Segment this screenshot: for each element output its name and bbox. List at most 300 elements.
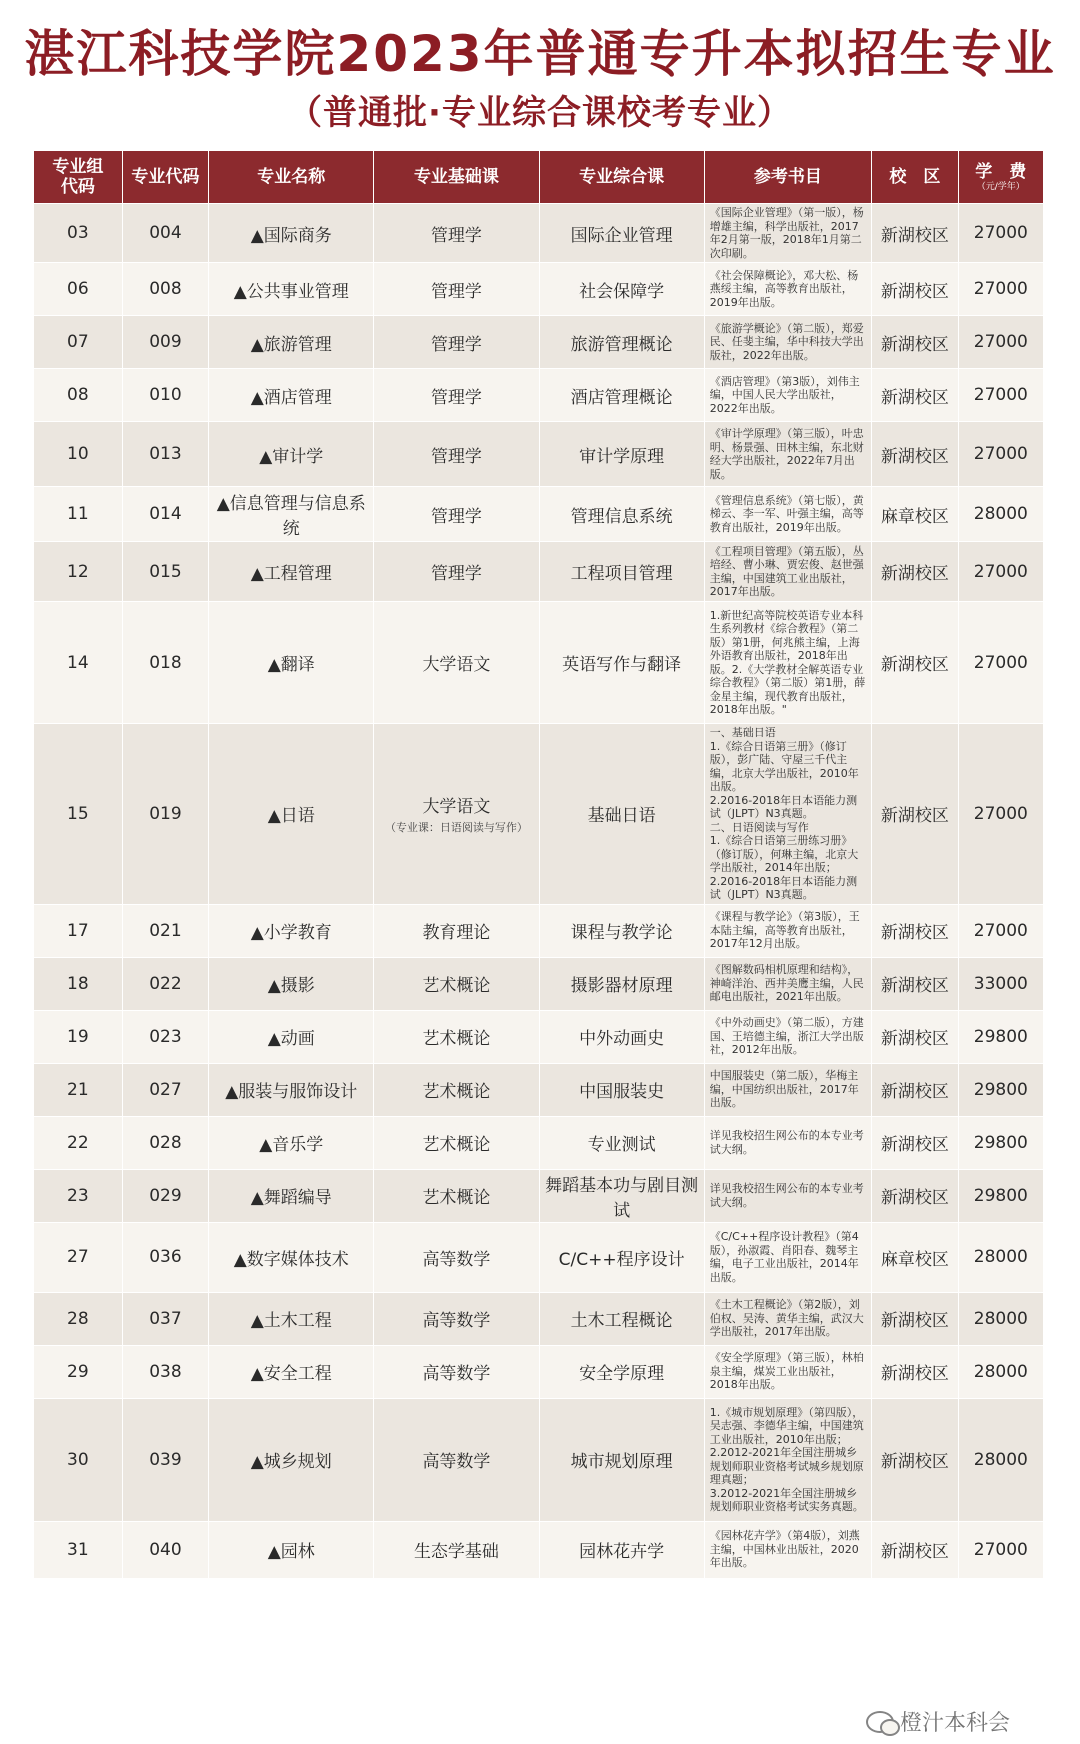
table-row: [34, 316, 1044, 369]
cell-ref-books-text: 一、基础日语 1.《综合日语第三册》（修订版），彭广陆、守屋三千代主编，北京大学出版社，2010年出版。 2.2016-2018年日本语能力测试（JLPT）N3真题。 二、日语阅读与写作 1.《综合日语第三册练习册》（修订版），何琳主编，北京大学出版社，2014年出版； 2.2016-2018年日本语能力测试（JLPT）N3真题。: [709, 726, 859, 901]
cell-basic-course-text: 艺术概论: [422, 1188, 491, 1208]
cell-group-code: [34, 1222, 123, 1292]
cell-comp-course: [539, 542, 704, 602]
cell-basic-course: [374, 369, 539, 422]
cell-major-code: [122, 1521, 208, 1578]
col-header-comp-course: 专业综合课: [539, 151, 704, 204]
cell-basic-course: [374, 542, 539, 602]
cell-basic-course-text: 高等数学: [422, 1364, 491, 1384]
cell-major-name: [209, 1116, 374, 1169]
cell-ref-books-text: 《社会保障概论》，邓大松、杨燕绥主编，高等教育出版社，2019年出版。: [709, 268, 859, 309]
cell-major-name-text: ▲园林: [267, 1542, 315, 1562]
cell-group-code-text: 03: [67, 223, 89, 243]
cell-major-name: [209, 369, 374, 422]
cell-major-code-text: 029: [149, 1185, 182, 1206]
cell-basic-course: [374, 204, 539, 263]
cell-campus-text: 新湖校区: [880, 225, 949, 246]
cell-ref-books-text: 《园林花卉学》（第4版），刘燕主编，中国林业出版社，2020年出版。: [709, 1529, 860, 1570]
cell-group-code: [34, 1010, 123, 1063]
cell-fee: [958, 487, 1043, 542]
cell-campus: [872, 1292, 958, 1345]
table-row: [34, 1169, 1044, 1222]
cell-fee: [958, 263, 1043, 316]
cell-major-code: [122, 487, 208, 542]
cell-ref-books-text: 《C/C++程序设计教程》（第4版），孙淑霞、肖阳春、魏琴主编，电子工业出版社，2014年出版。: [709, 1230, 859, 1284]
cell-campus-text: 新湖校区: [880, 923, 949, 943]
cell-campus-text: 新湖校区: [880, 1135, 949, 1155]
cell-comp-course: [539, 1292, 704, 1345]
cell-comp-course-text: 舞蹈基本功与剧目测试: [545, 1175, 699, 1221]
cell-ref-books: [704, 487, 871, 542]
col-header-fee: [958, 151, 1043, 204]
cell-major-name: [209, 1398, 374, 1521]
cell-basic-course: [374, 602, 539, 724]
cell-fee: [958, 422, 1043, 487]
cell-major-code-text: 010: [149, 385, 182, 405]
cell-group-code-text: 15: [67, 803, 89, 824]
cell-ref-books: [704, 724, 871, 905]
cell-major-name-text: ▲土木工程: [250, 1311, 332, 1331]
cell-basic-course-text: 管理学: [430, 225, 482, 246]
cell-basic-course: [374, 487, 539, 542]
cell-major-name-text: ▲小学教育: [250, 923, 332, 943]
cell-basic-course-text: 管理学: [430, 506, 482, 527]
cell-major-code-text: 015: [149, 561, 182, 582]
cell-comp-course: [539, 204, 704, 263]
cell-major-name-text: ▲酒店管理: [250, 387, 332, 408]
cell-major-code-text: 014: [149, 504, 182, 524]
cell-campus: [872, 724, 958, 905]
cell-campus-text: 新湖校区: [880, 976, 949, 996]
cell-comp-course: [539, 1521, 704, 1578]
cell-fee-text: 28000: [973, 1361, 1028, 1382]
cell-basic-course-text: 大学语文: [422, 655, 491, 675]
cell-major-name-text: ▲服装与服饰设计: [225, 1082, 358, 1102]
cell-basic-course: [374, 1222, 539, 1292]
cell-ref-books-text: 详见我校招生网公布的本专业考试大纲。: [709, 1182, 864, 1209]
cell-group-code: [34, 263, 123, 316]
cell-major-name: [209, 204, 374, 263]
cell-ref-books: [704, 1222, 871, 1292]
cell-group-code-text: 07: [67, 332, 89, 352]
cell-major-name: [209, 1345, 374, 1398]
cell-major-code: [122, 542, 208, 602]
cell-campus-text: 新湖校区: [880, 281, 949, 302]
cell-ref-books: [704, 422, 871, 487]
cell-campus: [872, 1521, 958, 1578]
cell-major-code-text: 040: [149, 1539, 182, 1560]
cell-group-code-text: 06: [67, 279, 89, 299]
cell-campus: [872, 957, 958, 1010]
cell-comp-course-text: 管理信息系统: [570, 506, 673, 527]
cell-comp-course-text: 课程与教学论: [570, 923, 673, 943]
cell-comp-course: [539, 1345, 704, 1398]
cell-comp-course: [539, 1398, 704, 1521]
cell-major-code-text: 037: [149, 1308, 182, 1329]
cell-major-code-text: 004: [149, 223, 182, 243]
cell-fee: [958, 1398, 1043, 1521]
cell-basic-course-text: 大学语文: [422, 797, 491, 818]
cell-basic-course-text: 艺术概论: [422, 976, 491, 996]
cell-major-code: [122, 263, 208, 316]
cell-campus: [872, 602, 958, 724]
cell-major-name-text: ▲城乡规划: [250, 1452, 332, 1472]
col-header-group-code: 专业组代码: [34, 151, 123, 204]
cell-comp-course: [539, 422, 704, 487]
cell-ref-books: [704, 1116, 871, 1169]
table-row: [34, 724, 1044, 905]
cell-major-code: [122, 422, 208, 487]
cell-major-code: [122, 724, 208, 905]
cell-campus-text: 新湖校区: [880, 1452, 949, 1472]
table-row: [34, 602, 1044, 724]
cell-fee-text: 27000: [973, 444, 1028, 464]
cell-major-name: [209, 602, 374, 724]
cell-major-code-text: 039: [149, 1449, 182, 1470]
cell-campus-text: 新湖校区: [880, 1188, 949, 1208]
cell-campus-text: 新湖校区: [880, 1311, 949, 1331]
cell-ref-books-text: 《安全学原理》（第三版），林柏泉主编，煤炭工业出版社，2018年出版。: [709, 1351, 864, 1392]
cell-ref-books-text: 《中外动画史》（第二版），方建国、王培德主编，浙江大学出版社，2012年出版。: [709, 1016, 864, 1057]
cell-major-name: [209, 1292, 374, 1345]
page-subtitle: （普通批·专业综合课校考专业）: [288, 93, 792, 133]
cell-campus-text: 新湖校区: [880, 1082, 949, 1102]
cell-campus: [872, 1398, 958, 1521]
cell-campus: [872, 904, 958, 957]
table-row: [34, 1010, 1044, 1063]
cell-campus: [872, 1116, 958, 1169]
col-header-basic-course: 专业基础课: [374, 151, 539, 204]
cell-group-code: [34, 369, 123, 422]
table-row: [34, 1345, 1044, 1398]
cell-fee: [958, 542, 1043, 602]
table-row: [34, 1398, 1044, 1521]
cell-group-code: [34, 1292, 123, 1345]
table-row: [34, 904, 1044, 957]
col-header-major-code: 专业代码: [122, 151, 208, 204]
cell-ref-books-text: 1.新世纪高等院校英语专业本科生系列教材《综合教程》（第二版）第1册，何兆熊主编，上海外语教育出版社，2018年出版。2.《大学教材全解英语专业综合教程》（第二版）第1册，薛金星主编，现代教育出版社，2018年出版。": [709, 608, 866, 716]
cell-comp-course-text: 专业测试: [587, 1135, 656, 1155]
cell-fee: [958, 204, 1043, 263]
cell-major-code: [122, 204, 208, 263]
cell-group-code: [34, 542, 123, 602]
cell-fee-text: 28000: [973, 1308, 1028, 1329]
cell-basic-course: [374, 263, 539, 316]
cell-group-code-text: 27: [67, 1247, 89, 1267]
table-row: [34, 1116, 1044, 1169]
cell-comp-course: [539, 487, 704, 542]
cell-fee-text: 27000: [973, 803, 1028, 824]
cell-campus-text: 新湖校区: [880, 564, 949, 584]
table-row: [34, 1222, 1044, 1292]
cell-group-code-text: 19: [67, 1026, 89, 1047]
cell-basic-course: [374, 724, 539, 905]
cell-fee-text: 28000: [973, 504, 1028, 524]
cell-ref-books: [704, 1063, 871, 1116]
cell-ref-books: [704, 263, 871, 316]
cell-major-name: [209, 724, 374, 905]
cell-ref-books: [704, 957, 871, 1010]
table-row: [34, 487, 1044, 542]
cell-basic-course-text: 艺术概论: [422, 1082, 491, 1102]
cell-major-code: [122, 1116, 208, 1169]
cell-comp-course: [539, 1169, 704, 1222]
cell-major-name: [209, 904, 374, 957]
cell-basic-course: [374, 1116, 539, 1169]
cell-group-code: [34, 602, 123, 724]
cell-ref-books: [704, 316, 871, 369]
cell-campus-text: 新湖校区: [880, 1364, 949, 1384]
cell-major-name-text: ▲摄影: [267, 976, 315, 996]
cell-major-name: [209, 263, 374, 316]
cell-basic-course-text: 管理学: [430, 446, 482, 467]
cell-major-name-text: ▲工程管理: [250, 564, 332, 584]
cell-comp-course-text: 土木工程概论: [570, 1311, 673, 1331]
cell-ref-books: [704, 1345, 871, 1398]
cell-major-code: [122, 316, 208, 369]
cell-campus-text: 新湖校区: [880, 387, 949, 408]
cell-comp-course-text: 英语写作与翻译: [562, 655, 682, 675]
cell-basic-course-text: 管理学: [430, 281, 482, 302]
table-header: [34, 151, 1044, 204]
cell-group-code: [34, 1398, 123, 1521]
cell-campus: [872, 1010, 958, 1063]
watermark-text: 橙汁本科会: [900, 1711, 1011, 1736]
table-row: [34, 1292, 1044, 1345]
cell-basic-course-text: 艺术概论: [422, 1029, 491, 1049]
cell-major-code: [122, 1010, 208, 1063]
cell-comp-course-text: 国际企业管理: [570, 225, 673, 246]
cell-group-code: [34, 1116, 123, 1169]
page-title: 湛江科技学院2023年普通专升本拟招生专业: [24, 25, 1056, 83]
cell-ref-books: [704, 1521, 871, 1578]
cell-major-code: [122, 1222, 208, 1292]
table-row: [34, 1063, 1044, 1116]
cell-comp-course-text: 城市规划原理: [570, 1452, 673, 1472]
table-body: [34, 204, 1044, 1579]
cell-major-code: [122, 957, 208, 1010]
cell-major-code: [122, 1345, 208, 1398]
table-row: [34, 957, 1044, 1010]
cell-ref-books-text: 《工程项目管理》（第五版），丛培经、曹小琳、贾宏俊、赵世强主编，中国建筑工业出版社，2017年出版。: [709, 544, 864, 598]
cell-major-code: [122, 1169, 208, 1222]
cell-group-code-text: 10: [67, 444, 89, 464]
cell-campus: [872, 1169, 958, 1222]
cell-major-code-text: 018: [149, 652, 182, 673]
cell-major-name-text: ▲日语: [267, 806, 315, 827]
cell-group-code-text: 14: [67, 652, 89, 673]
cell-fee: [958, 316, 1043, 369]
cell-ref-books: [704, 369, 871, 422]
cell-campus-text: 新湖校区: [880, 806, 949, 827]
cell-major-code: [122, 1292, 208, 1345]
cell-fee-text: 28000: [973, 1449, 1028, 1470]
cell-group-code-text: 31: [67, 1539, 89, 1560]
cell-group-code-text: 28: [67, 1308, 89, 1329]
cell-campus-text: 新湖校区: [880, 655, 949, 675]
cell-group-code-text: 18: [67, 973, 89, 994]
cell-major-code-text: 036: [149, 1247, 182, 1267]
cell-ref-books-text: 《图解数码相机原理和结构》，神崎洋治、西井美鹰主编，人民邮电出版社，2021年出版。: [709, 963, 864, 1004]
cell-basic-course: [374, 1521, 539, 1578]
cell-comp-course: [539, 602, 704, 724]
cell-basic-course: [374, 904, 539, 957]
cell-comp-course-text: 审计学原理: [579, 446, 665, 467]
cell-comp-course: [539, 957, 704, 1010]
wechat-icon: [866, 1711, 894, 1733]
cell-fee: [958, 1063, 1043, 1116]
cell-major-name-text: ▲舞蹈编导: [250, 1188, 332, 1208]
cell-basic-course: [374, 1398, 539, 1521]
cell-comp-course-text: 园林花卉学: [579, 1542, 665, 1562]
cell-ref-books-text: 《土木工程概论》（第2版），刘伯权、吴涛、黄华主编，武汉大学出版社，2017年出版。: [709, 1298, 864, 1339]
table-row: [34, 369, 1044, 422]
cell-group-code-text: 22: [67, 1132, 89, 1153]
cell-comp-course-text: 旅游管理概论: [570, 334, 673, 355]
cell-comp-course-text: 中国服装史: [579, 1082, 665, 1102]
cell-major-code-text: 008: [149, 279, 182, 299]
cell-fee: [958, 1116, 1043, 1169]
cell-fee: [958, 724, 1043, 905]
table-row: [34, 542, 1044, 602]
cell-comp-course: [539, 1222, 704, 1292]
cell-fee: [958, 904, 1043, 957]
cell-fee-text: 28000: [973, 1247, 1028, 1267]
cell-comp-course: [539, 263, 704, 316]
cell-campus-text: 新湖校区: [880, 1542, 949, 1562]
cell-group-code: [34, 422, 123, 487]
cell-major-name: [209, 1010, 374, 1063]
fee-label: 学 费: [975, 161, 1027, 182]
cell-major-code: [122, 904, 208, 957]
cell-ref-books-text: 《管理信息系统》（第七版），黄梯云、李一军、叶强主编，高等教育出版社，2019年出版。: [709, 493, 864, 534]
cell-comp-course-text: 基础日语: [587, 806, 656, 827]
cell-basic-course-text: 管理学: [430, 564, 482, 584]
table-row: [34, 204, 1044, 263]
cell-major-name: [209, 1063, 374, 1116]
col-header-campus: 校 区: [872, 151, 958, 204]
cell-major-name-text: ▲国际商务: [250, 225, 332, 246]
cell-major-code: [122, 1063, 208, 1116]
col-header-major-name: 专业名称: [209, 151, 374, 204]
cell-campus: [872, 1222, 958, 1292]
cell-campus: [872, 1345, 958, 1398]
basic-course-note: （专业课：日语阅读与写作）: [384, 821, 528, 835]
cell-major-code: [122, 369, 208, 422]
majors-table: [33, 150, 1044, 1579]
cell-group-code: [34, 724, 123, 905]
cell-major-name-text: ▲数字媒体技术: [233, 1249, 349, 1270]
cell-major-name-text: ▲动画: [267, 1029, 315, 1049]
cell-major-name: [209, 1521, 374, 1578]
cell-basic-course-text: 艺术概论: [422, 1135, 491, 1155]
cell-major-name: [209, 957, 374, 1010]
cell-comp-course: [539, 1063, 704, 1116]
cell-fee: [958, 1345, 1043, 1398]
cell-group-code: [34, 487, 123, 542]
cell-major-name: [209, 1222, 374, 1292]
cell-major-name-text: ▲翻译: [267, 655, 315, 675]
cell-major-name: [209, 542, 374, 602]
cell-group-code-text: 11: [67, 504, 89, 524]
cell-major-name-text: ▲安全工程: [250, 1364, 332, 1384]
cell-fee: [958, 1222, 1043, 1292]
cell-basic-course: [374, 1292, 539, 1345]
cell-major-name-text: ▲公共事业管理: [233, 281, 349, 302]
cell-campus: [872, 422, 958, 487]
cell-campus: [872, 204, 958, 263]
cell-group-code-text: 29: [67, 1361, 89, 1382]
cell-fee-text: 27000: [973, 223, 1028, 243]
cell-group-code: [34, 1169, 123, 1222]
cell-major-code-text: 021: [149, 920, 182, 941]
cell-comp-course-text: 酒店管理概论: [570, 387, 673, 408]
cell-major-code-text: 022: [149, 973, 182, 994]
cell-group-code-text: 17: [67, 920, 89, 941]
cell-major-name-text: ▲审计学: [259, 446, 324, 467]
cell-fee: [958, 1010, 1043, 1063]
cell-fee: [958, 1292, 1043, 1345]
cell-basic-course: [374, 1063, 539, 1116]
cell-basic-course: [374, 1010, 539, 1063]
cell-comp-course: [539, 316, 704, 369]
cell-fee: [958, 1169, 1043, 1222]
cell-group-code: [34, 204, 123, 263]
cell-campus: [872, 487, 958, 542]
cell-ref-books-text: 《课程与教学论》（第3版），王本陆主编，高等教育出版社，2017年12月出版。: [709, 910, 860, 951]
cell-major-name: [209, 422, 374, 487]
cell-campus-text: 新湖校区: [880, 1029, 949, 1049]
cell-comp-course: [539, 1116, 704, 1169]
cell-comp-course-text: 安全学原理: [579, 1364, 665, 1384]
cell-basic-course-text: 生态学基础: [413, 1542, 499, 1562]
cell-major-code-text: 019: [149, 803, 182, 824]
cell-ref-books: [704, 204, 871, 263]
cell-campus: [872, 369, 958, 422]
cell-fee-text: 27000: [973, 332, 1028, 352]
cell-basic-course-text: 教育理论: [422, 923, 491, 943]
table-row: [34, 263, 1044, 316]
cell-group-code-text: 12: [67, 561, 89, 582]
cell-major-code-text: 027: [149, 1079, 182, 1100]
cell-group-code-text: 08: [67, 385, 89, 405]
cell-ref-books: [704, 1010, 871, 1063]
cell-group-code: [34, 1345, 123, 1398]
cell-fee: [958, 602, 1043, 724]
cell-major-code-text: 038: [149, 1361, 182, 1382]
cell-ref-books-text: 详见我校招生网公布的本专业考试大纲。: [709, 1129, 864, 1156]
cell-comp-course-text: 社会保障学: [579, 281, 665, 302]
cell-fee: [958, 1521, 1043, 1578]
cell-major-code-text: 028: [149, 1132, 182, 1153]
cell-campus-text: 麻章校区: [880, 1249, 949, 1270]
table-row: [34, 422, 1044, 487]
cell-major-name-text: ▲旅游管理: [250, 334, 332, 355]
cell-basic-course-text: 管理学: [430, 387, 482, 408]
cell-fee-text: 27000: [973, 279, 1028, 299]
cell-group-code: [34, 316, 123, 369]
cell-major-name: [209, 316, 374, 369]
cell-major-code: [122, 1398, 208, 1521]
cell-ref-books-text: 1.《城市规划原理》（第四版），吴志强、李德华主编，中国建筑工业出版社，2010年出版； 2.2012-2021年全国注册城乡规划师职业资格考试城乡规划原理真题； 3.2012-2021年全国注册城乡规划师职业资格考试实务真题。: [709, 1405, 864, 1513]
cell-fee-text: 27000: [973, 652, 1028, 673]
cell-ref-books-text: 《审计学原理》（第三版），叶忠明、杨景强、田林主编，东北财经大学出版社，2022年7月出版。: [709, 427, 864, 481]
cell-fee-text: 33000: [973, 973, 1028, 994]
cell-campus-text: 新湖校区: [880, 334, 949, 355]
cell-fee: [958, 957, 1043, 1010]
cell-major-name: [209, 487, 374, 542]
cell-comp-course-text: 工程项目管理: [570, 564, 673, 584]
